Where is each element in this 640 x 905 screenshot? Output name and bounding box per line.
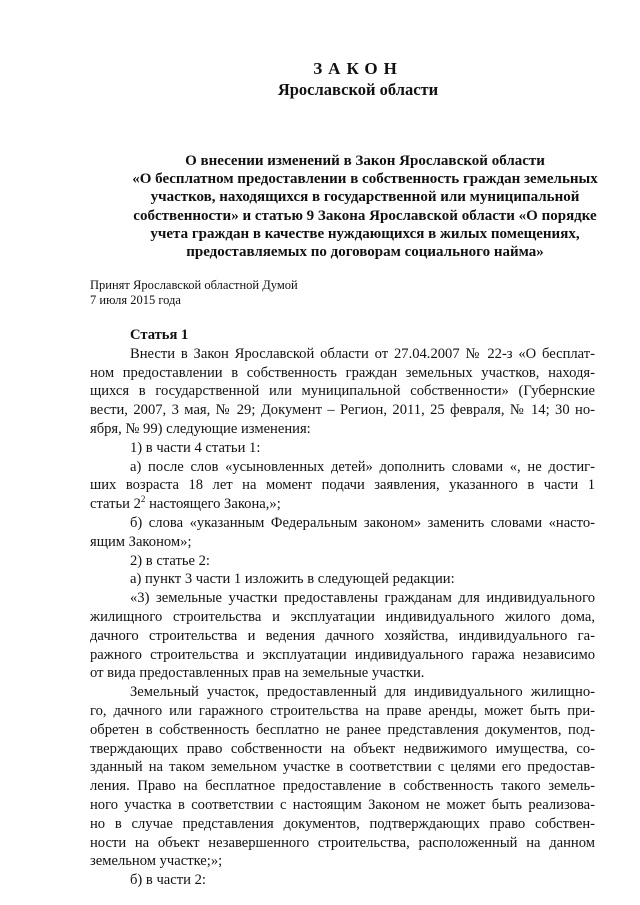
body-line (90, 495, 595, 514)
body-text: настоящего Закона,»; (145, 496, 281, 513)
body-line: обретен в собственность бесплатно не ранее представления документов, под- (90, 721, 595, 738)
body-text: статьи 2 (90, 496, 141, 513)
body-line: ности на объект незавершенного строительства, расположенный на данном (90, 834, 595, 851)
law-title (90, 152, 640, 261)
article-heading: Статья 1 (130, 327, 189, 343)
body-line: зданный на таком земельном участке в соответствии с целями его предостав- (90, 759, 595, 776)
body-line: Земельный участок, предоставленный для индивидуального жилищно- (130, 684, 595, 701)
body-line: Внести в Закон Ярославской области от 27.04.2007 № 22-з «О бесплат- (130, 345, 595, 362)
body-line: жилищного строительства и эксплуатации индивидуального жилого дома, (90, 608, 595, 625)
body-line: земельном участке;»; (90, 853, 223, 870)
body-line: тверждающих право собственности на объект недвижимого имущества, со- (90, 740, 595, 757)
title-line: участков, находящихся в государственной или муниципальной (150, 189, 580, 206)
title-line: собственности» и статью 9 Закона Ярославской области «О порядке (133, 207, 597, 224)
adoption-date: 7 июля 2015 года (90, 293, 181, 307)
title-line: учета граждан в качестве нуждающихся в жилых помещениях, (150, 225, 580, 242)
body-line: ного участка в соответствии с настоящим Законом не может быть реализова- (90, 796, 595, 813)
body-line: б) в части 2: (130, 872, 206, 889)
body-line: ября, № 99) следующие изменения: (90, 420, 311, 437)
body-line: ном предоставлении в собственность граждан земельных участков, находя- (90, 364, 595, 381)
title-line: предоставляемых по договорам социального найма» (186, 244, 544, 261)
adoption-note (90, 278, 298, 308)
body-line: от вида предоставленных прав на земельные участки. (90, 665, 425, 682)
body-line: а) пункт 3 части 1 изложить в следующей редакции: (130, 571, 455, 588)
region-heading: Ярославской области (277, 80, 439, 99)
body-line: ших возраста 18 лет на момент подачи заявления, указанного в части 1 (90, 477, 595, 494)
body-line: ящим Законом»; (90, 533, 192, 550)
law-body (90, 326, 595, 890)
adoption-body: Принят Ярославской областной Думой (90, 278, 298, 292)
body-line: б) слова «указанным Федеральным законом» заменить словами «насто- (130, 514, 595, 531)
title-line: О внесении изменений в Закон Ярославской области (185, 153, 545, 169)
body-line: вести, 2007, 3 мая, № 29; Документ – Регион, 2011, 25 февраля, № 14; 30 но- (90, 402, 595, 419)
body-line: «3) земельные участки предоставлены гражданам для индивидуального (130, 590, 595, 607)
body-line: 1) в части 4 статьи 1: (130, 439, 261, 456)
body-line: а) после слов «усыновленных детей» дополнить словами «, не достиг- (130, 458, 595, 475)
body-line: ления. Право на бесплатное предоставление в собственность такого земель- (90, 778, 595, 795)
body-line: 2) в статье 2: (130, 552, 210, 569)
body-line: дачного строительства и ведения дачного хозяйства, индивидуального га- (90, 627, 595, 644)
body-line: но в случае представления документов, подтверждающих право собствен- (90, 815, 595, 832)
title-line: «О бесплатном предоставлении в собственность граждан земельных (132, 171, 598, 188)
body-line: го, дачного или гаражного строительства на праве аренды, может быть при- (90, 702, 595, 719)
superscript: 2 (140, 494, 146, 505)
body-line: ражного строительства и эксплуатации индивидуального гаража независимо (90, 646, 595, 663)
law-heading: ЗАКОН (313, 59, 403, 78)
body-line: щихся в государственной или муниципальной собственности» (Губернские (90, 383, 595, 400)
